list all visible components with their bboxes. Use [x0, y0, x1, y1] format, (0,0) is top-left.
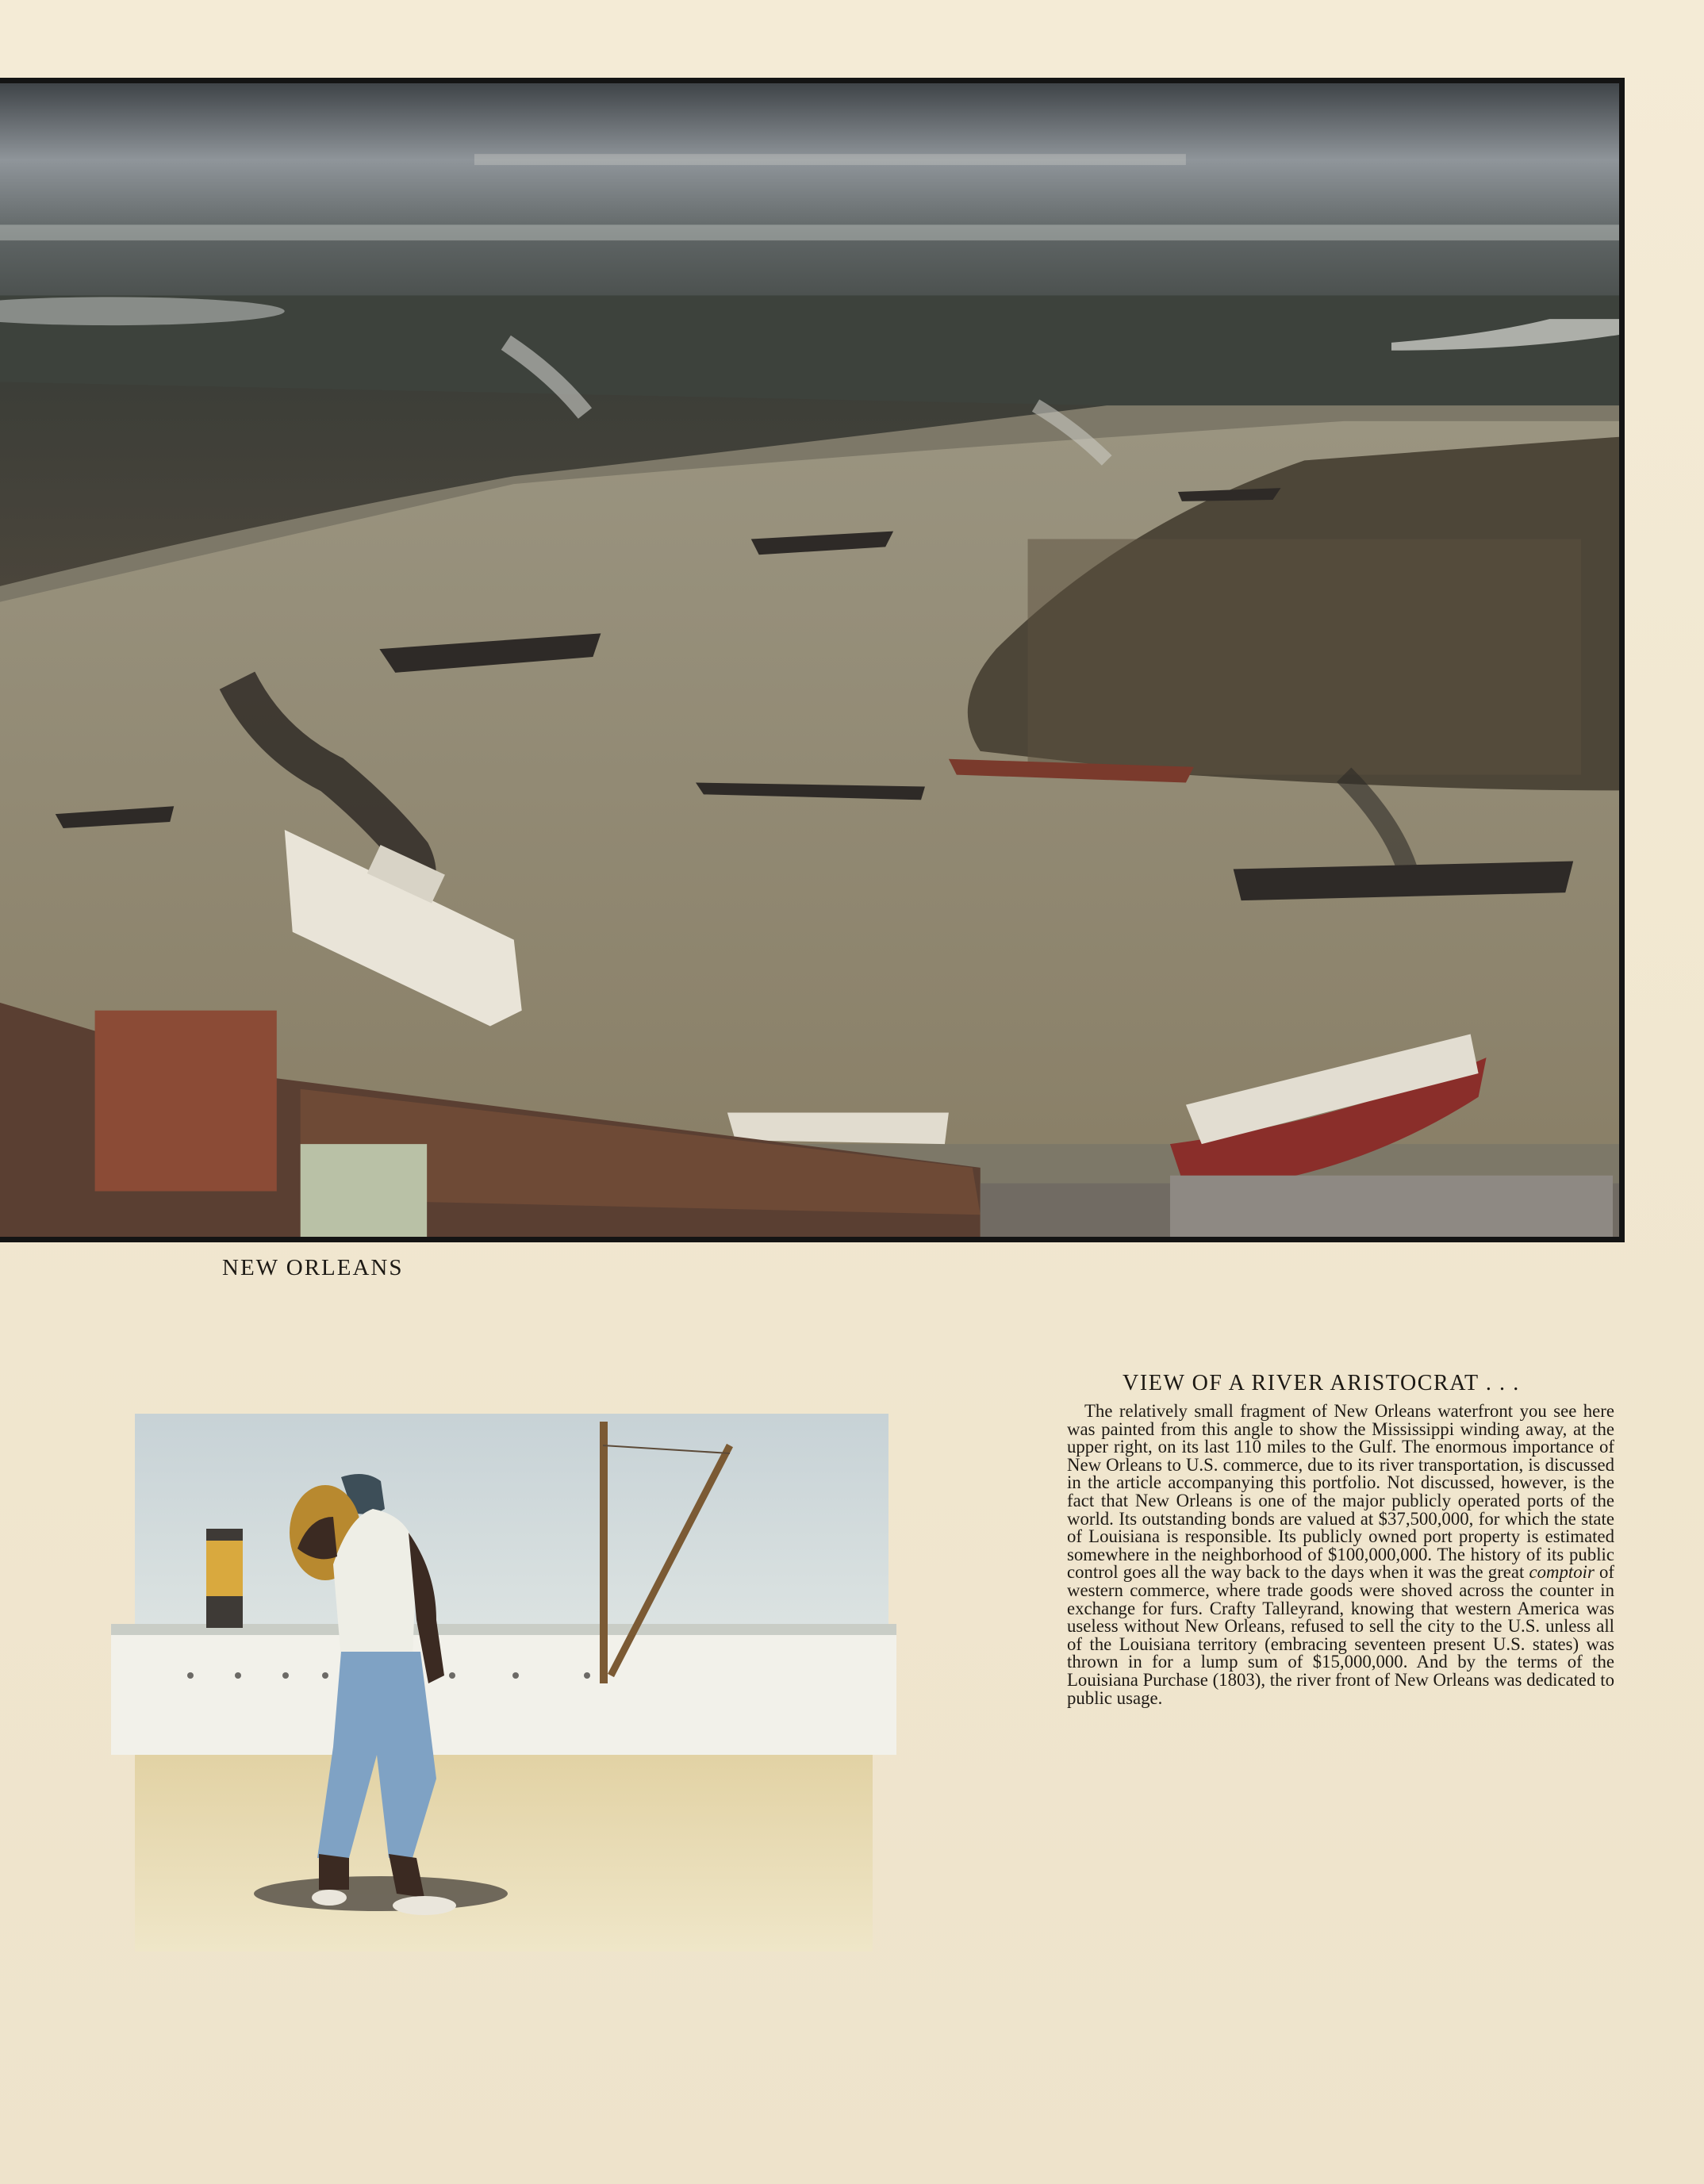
article	[1067, 1371, 1614, 1707]
article-body-text-2: of western commerce, where trade goods were shoved across the counter in exchange for furs. Crafty Talleyrand, knowing that western America was useless without New Orleans, refused to sell the city to the U.S. unless all of the Louisiana territory (embracing seventeen present U.S. states) was thrown in for a lump sum of $15,000,000. And by the terms of the Louisiana Purchase (1803), the river front of New Orleans was dedicated to public usage.	[1067, 1562, 1615, 1708]
new-orleans-harbor-painting	[0, 78, 1625, 1242]
painting-caption: NEW ORLEANS	[222, 1255, 404, 1280]
dock-worker-illustration	[111, 1414, 896, 1952]
article-body-emphasis: comptoir	[1529, 1562, 1595, 1583]
article-heading: VIEW OF A RIVER ARISTOCRAT . . .	[1123, 1371, 1520, 1395]
article-body	[1067, 1403, 1614, 1707]
article-body-text-1: The relatively small fragment of New Orleans waterfront you see here was painted from this angle to show the Mississippi winding away, at the upper right, on its last 110 miles to the Gulf. The enormous importance of New Orleans to U.S. commerce, due to its river transportation, is discussed in the article accompanying this portfolio. Not discussed, however, is the fact that New Orleans is one of the major publicly operated ports of the world. Its outstanding bonds are valued at $37,500,000, for which the state of Louisiana is responsible. Its publicly owned port property is estimated somewhere in the neighborhood of $100,000,000. The history of its public control goes all the way back to the days when it was the great	[1067, 1401, 1614, 1583]
